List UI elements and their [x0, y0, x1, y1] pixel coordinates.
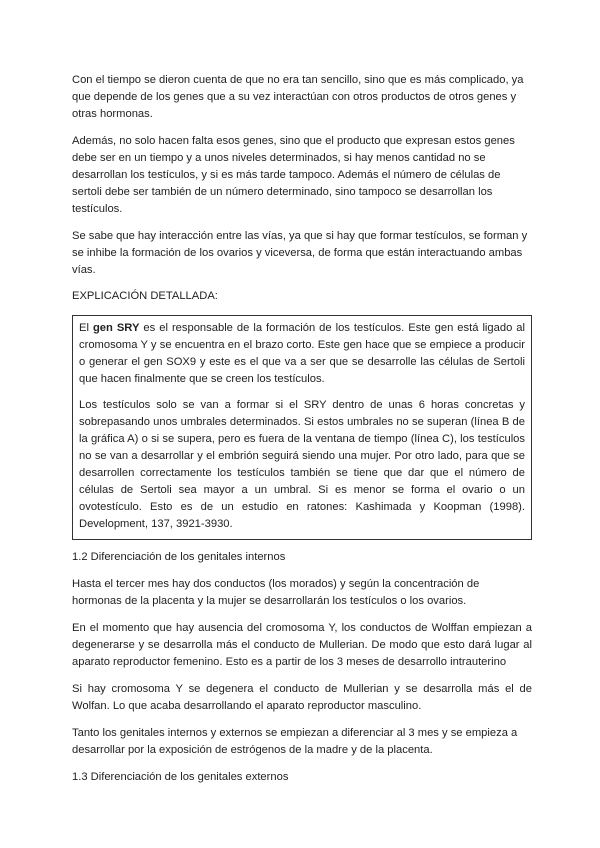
box-paragraph-thresholds: Los testículos solo se van a formar si el SRY dentro de unas 6 horas concretas y sobrepasando unos umbrales determinados. Si estos umbrales no se superan (línea B de la gráfica A) o si se supera, pero es fuera de la ventana de tiempo (línea C), los testículos no se van a desarrollar y el embrión seguirá siendo una mujer. Por otro lado, para que se desarrollen correctamente los testículos también se tiene que dar que el número de células de Sertoli sea mayor a un umbral. Si es menor se forma el ovario o un ovotestículo. Esto es de un estudio en ratones: Kashimada y Koopman (1998). Development, 137, 3921-3930.	[79, 399, 525, 530]
sry-explanation-box	[72, 315, 532, 540]
paragraph-differentiation-timing: Tanto los genitales internos y externos se empiezan a diferenciar al 3 mes y se empieza a desarrollar por la exposición de estrógenos de la madre y de la placenta.	[72, 727, 518, 756]
paragraph-gene-timing: Además, no solo hacen falta esos genes, sino que el producto que expresan estos genes debe ser en un tiempo y a unos niveles determinados, si hay menos cantidad no se desarrollan los testículos, y si es más tarde tampoco. Además el número de células de sertoli debe ser también de un número determinado, sino tampoco se desarrollan los testículos.	[72, 135, 515, 215]
detailed-explanation-heading: EXPLICACIÓN DETALLADA:	[72, 290, 218, 302]
section-title-external-genitals: 1.3 Diferenciación de los genitales externos	[72, 771, 289, 783]
paragraph-pathway-interaction: Se sabe que hay interacción entre las vías, ya que si hay que formar testículos, se forman y se inhibe la formación de los ovarios y viceversa, de forma que están interactuando ambas vías.	[72, 230, 528, 276]
paragraph-ducts: Hasta el tercer mes hay dos conductos (los morados) y según la concentración de hormonas de la placenta y la mujer se desarrollarán los testículos o los ovarios.	[72, 578, 480, 607]
section-title-internal-genitals: 1.2 Diferenciación de los genitales internos	[72, 551, 286, 563]
paragraph-presence-y: Si hay cromosoma Y se degenera el conducto de Mullerian y se desarrolla más el de Wolfan. Lo que acaba desarrollando el aparato reproductor masculino.	[72, 683, 532, 712]
sry-gene-term: gen SRY	[92, 322, 140, 334]
box-text-prefix: El	[79, 322, 93, 334]
paragraph-complexity: Con el tiempo se dieron cuenta de que no era tan sencillo, sino que es más complicado, ya que depende de los genes que a su vez interactúan con otros productos de otros genes y otras hormonas.	[72, 74, 524, 120]
box-text-rest: es el responsable de la formación de los testículos. Este gen está ligado al cromosoma Y y se encuentra en el brazo corto. Este gen hace que se empiece a producir o generar el gen SOX9 y este es el que va a ser que se desarrolle las células de Sertoli que hacen finalmente que se creen los testículos.	[79, 322, 526, 385]
paragraph-absence-y: En el momento que hay ausencia del cromosoma Y, los conductos de Wolffan empiezan a degenerarse y se desarrolla más el conducto de Mullerian. De modo que esto dará lugar al aparato reproductor femenino. Esto es a partir de los 3 meses de desarrollo intrauterino	[72, 622, 532, 668]
box-paragraph-sry	[79, 320, 525, 388]
document-page	[72, 72, 532, 796]
